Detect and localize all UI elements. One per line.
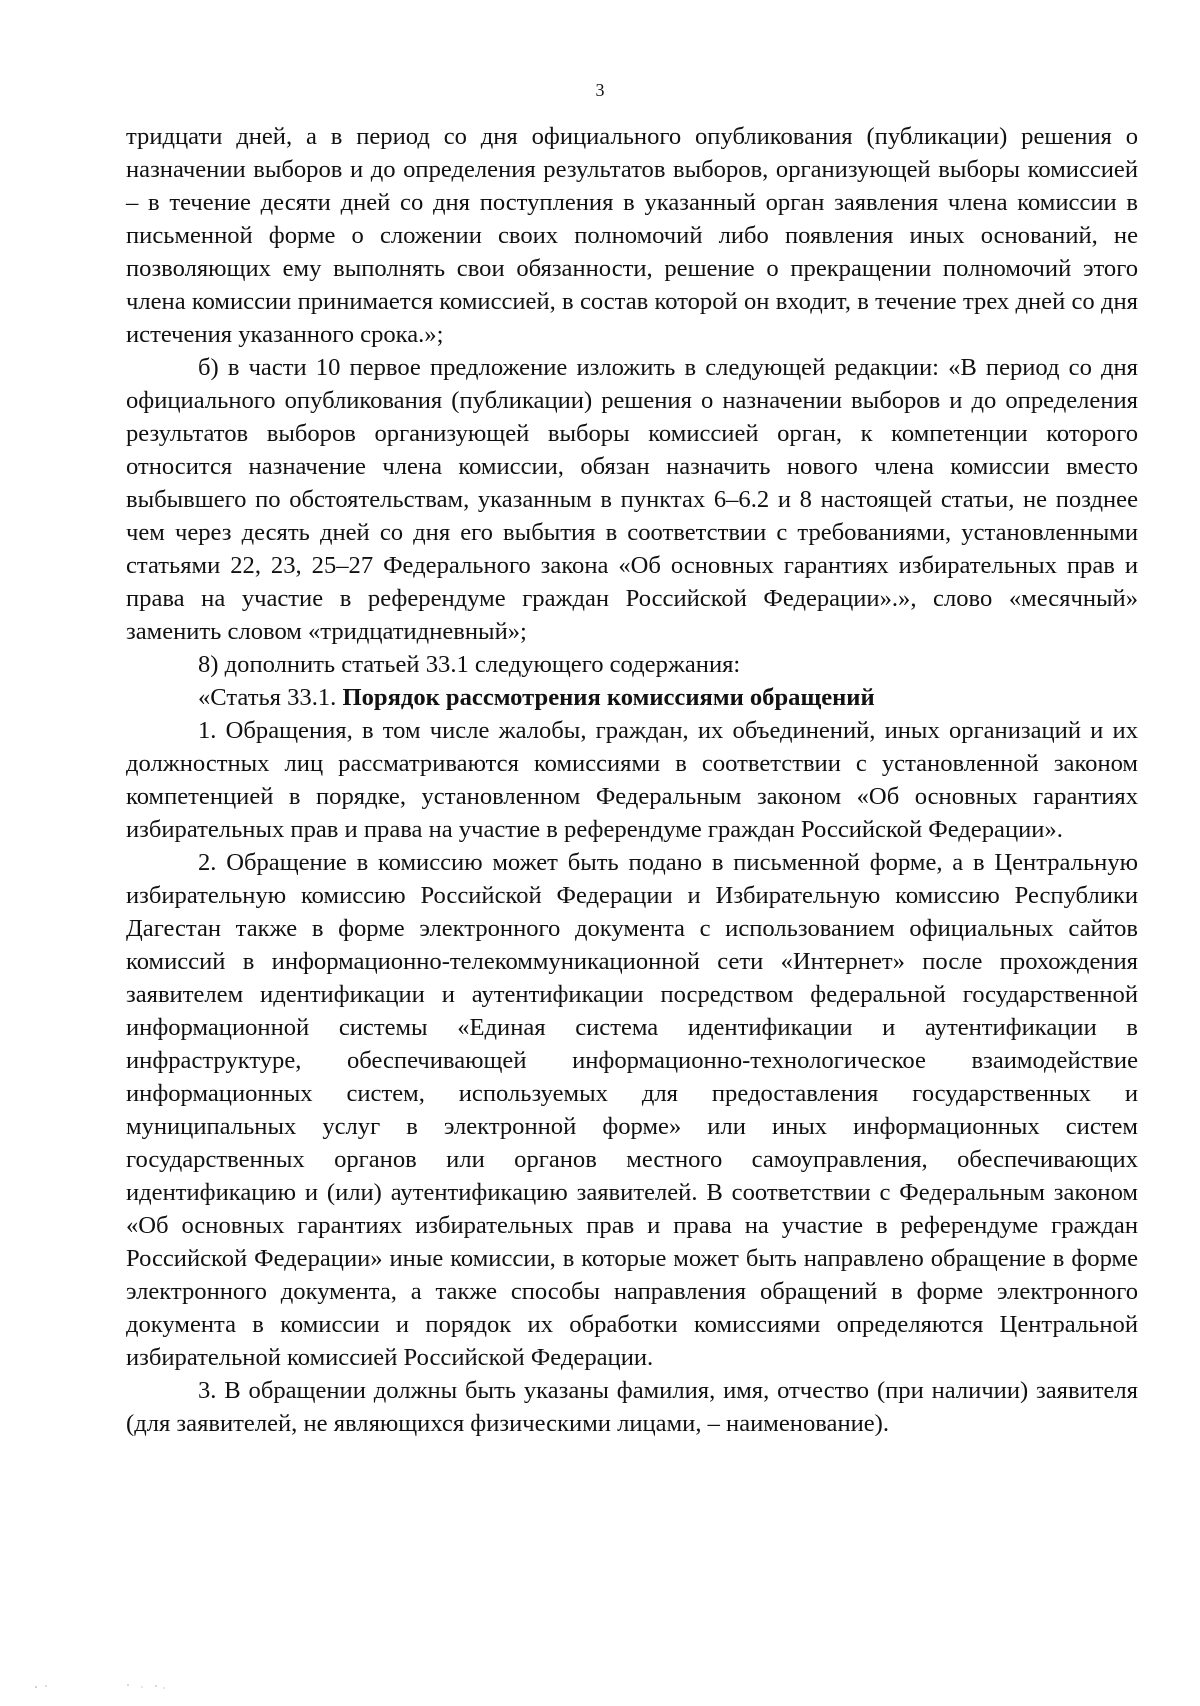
page-number: 3: [595, 80, 605, 100]
scan-artifact: [30, 1682, 180, 1690]
article-heading-title: Порядок рассмотрения комиссиями обращений: [342, 684, 875, 711]
article-heading-prefix: «Статья 33.1.: [198, 684, 343, 711]
paragraph-continuation: тридцати дней, а в период со дня официального опубликования (публикации) решения о назначении выборов и до определения результатов выборов, организующей выборы комиссией – в течение десяти дней со дня поступления в указанный орган заявления члена комиссии в письменной форме о сложении своих полномочий либо появления иных оснований, не позволяющих ему выполнять свои обязанности, решение о прекращении полномочий этого члена комиссии принимается комиссией, в состав которой он входит, в течение трех дней со дня истечения указанного срока.»;: [126, 123, 1138, 348]
article-item-3: 3. В обращении должны быть указаны фамилия, имя, отчество (при наличии) заявителя (для заявителей, не являющихся физическими лицами, – наименование).: [126, 1377, 1138, 1437]
paragraph-amendment-b: б) в части 10 первое предложение изложить в следующей редакции: «В период со дня официального опубликования (публикации) решения о назначении выборов и до определения результатов выборов организующей выборы комиссией орган, к компетенции которого относится назначение члена комиссии, обязан назначить нового члена комиссии вместо выбывшего по обстоятельствам, указанным в пунктах 6–6.2 и 8 настоящей статьи, не позднее чем через десять дней со дня его выбытия в соответствии с требованиями, установленными статьями 22, 23, 25–27 Федерального закона «Об основных гарантиях избирательных прав и права на участие в референдуме граждан Российской Федерации».», слово «месячный» заменить словом «тридцатидневный»;: [126, 354, 1138, 645]
article-heading: [126, 681, 1138, 714]
article-item-1: 1. Обращения, в том числе жалобы, граждан, их объединений, иных организаций и их должностных лиц рассматриваются комиссиями в соответствии с установленной законом компетенцией в порядке, установленном Федеральным законом «Об основных гарантиях избирательных прав и права на участие в референдуме граждан Российской Федерации».: [126, 717, 1138, 843]
document-body: [126, 120, 1138, 1440]
article-item-2: 2. Обращение в комиссию может быть подано в письменной форме, а в Центральную избирательную комиссию Российской Федерации и Избирательную комиссию Республики Дагестан также в форме электронного документа с использованием официальных сайтов комиссий в информационно-телекоммуникационной сети «Интернет» после прохождения заявителем идентификации и аутентификации посредством федеральной государственной информационной системы «Единая система идентификации и аутентификации в инфраструктуре, обеспечивающей информационно-технологическое взаимодействие информационных систем, используемых для предоставления государственных и муниципальных услуг в электронной форме» или иных информационных систем государственных органов или органов местного самоуправления, обеспечивающих идентификацию и (или) аутентификацию заявителей. В соответствии с Федеральным законом «Об основных гарантиях избирательных прав и права на участие в референдуме граждан Российской Федерации» иные комиссии, в которые может быть направлено обращение в форме электронного документа, а также способы направления обращений в форме электронного документа в комиссии и порядок их обработки комиссиями определяются Центральной избирательной комиссией Российской Федерации.: [126, 849, 1138, 1371]
paragraph-amendment-8: 8) дополнить статьей 33.1 следующего содержания:: [198, 651, 741, 678]
